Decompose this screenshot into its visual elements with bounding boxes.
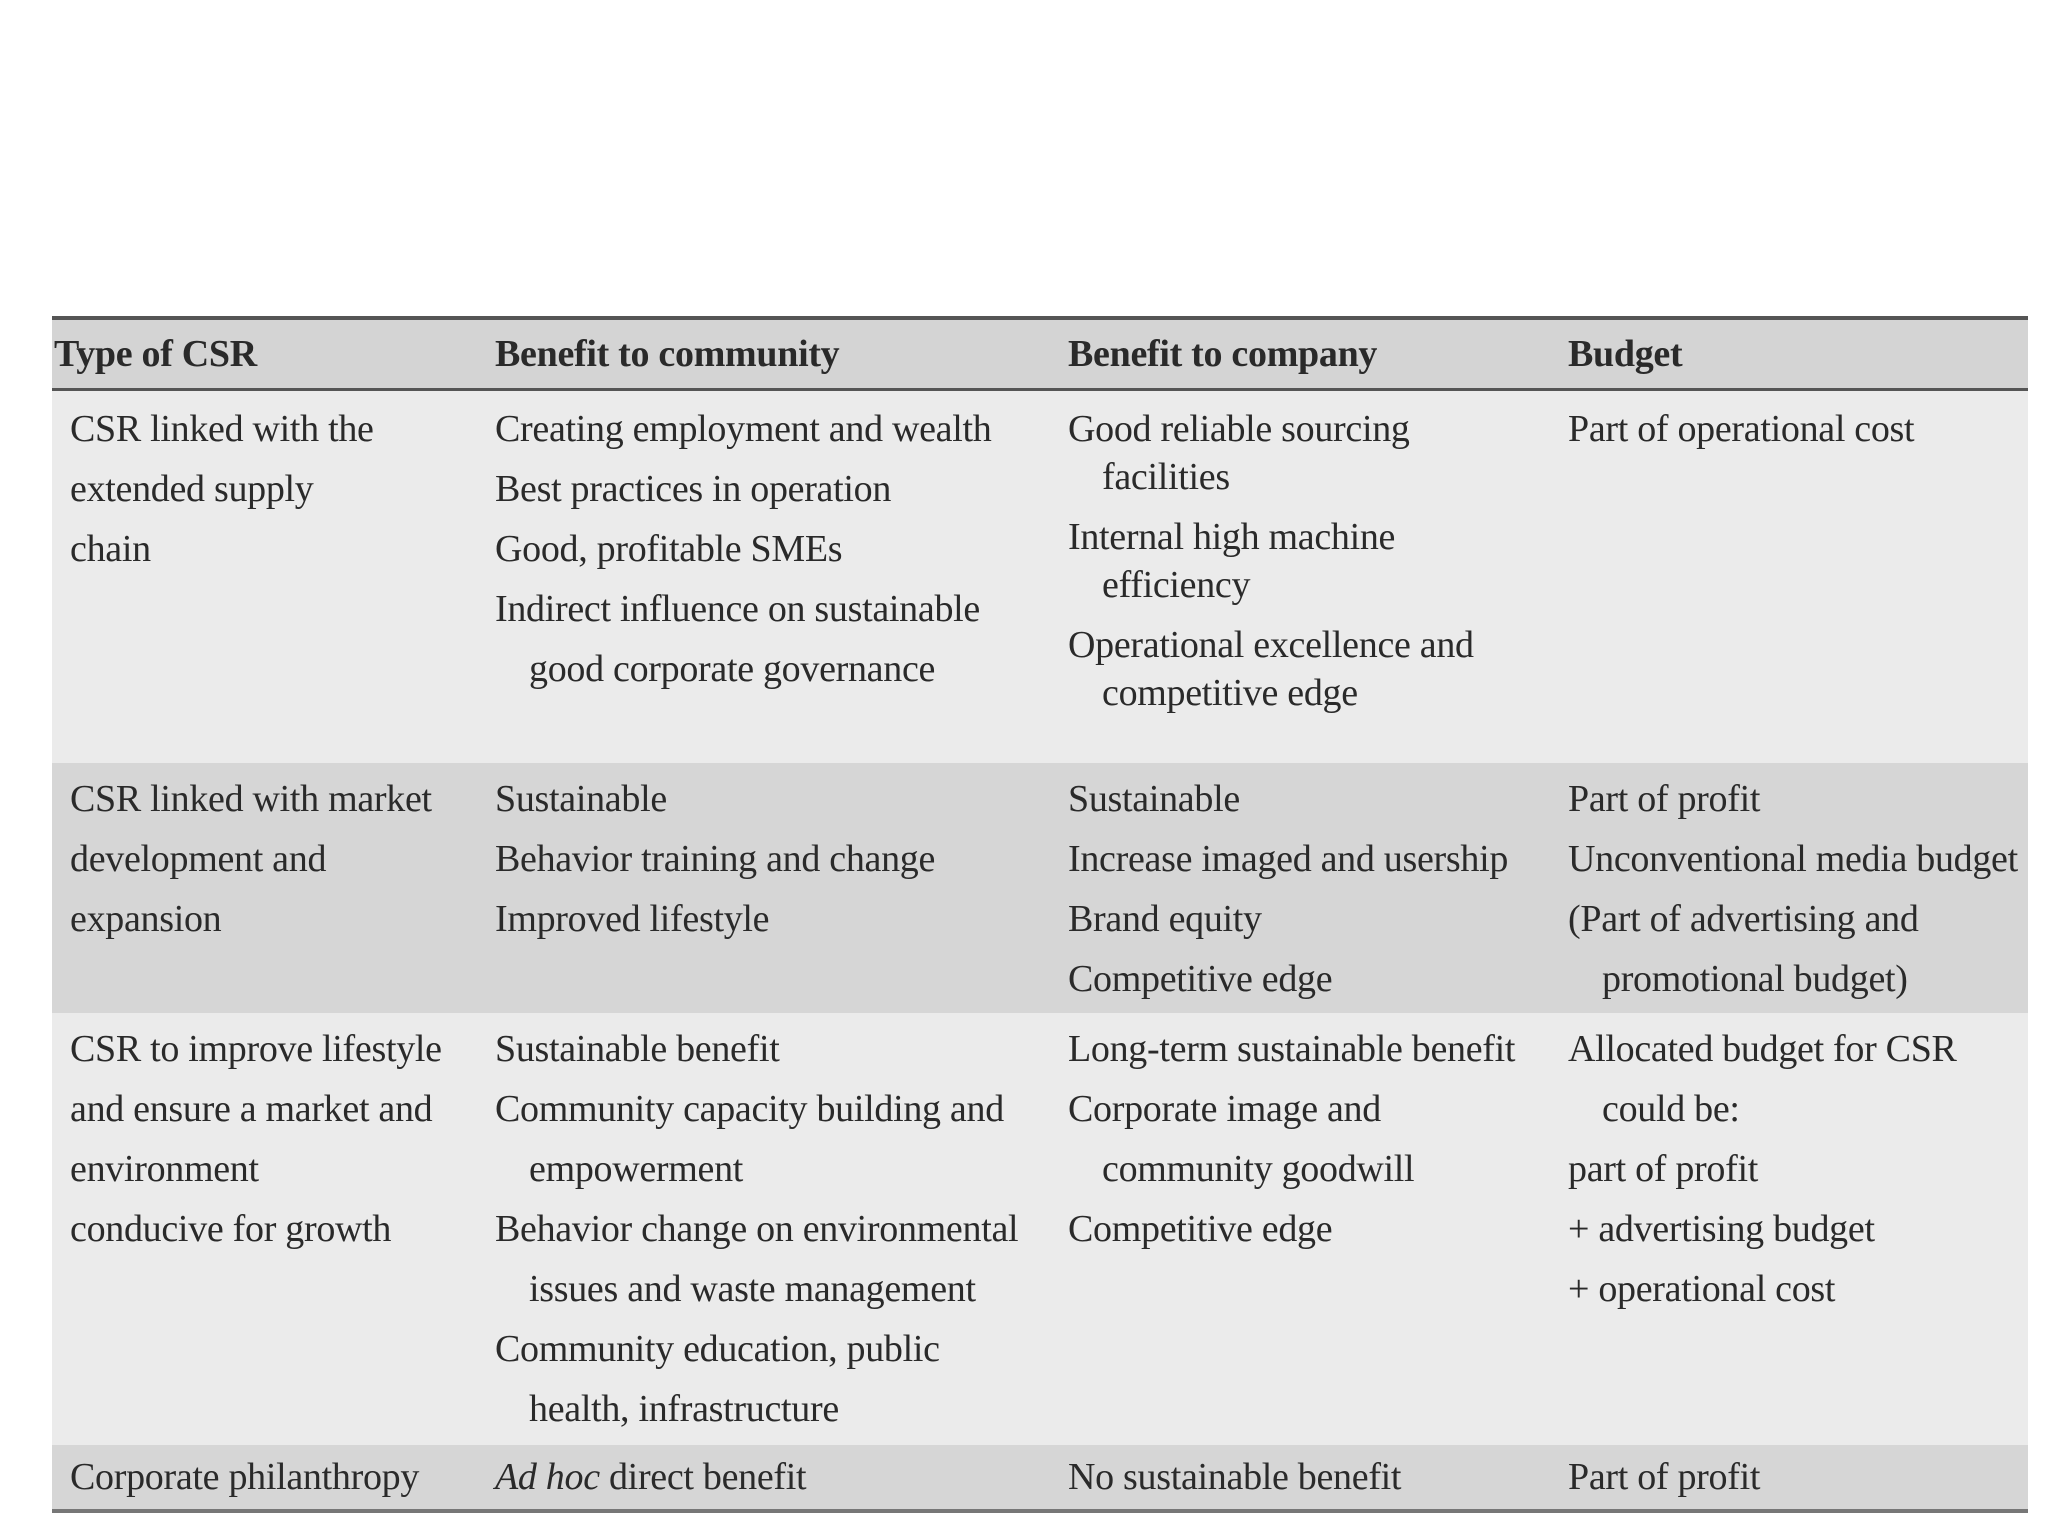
list-item xyxy=(1568,1447,2028,1507)
list-item xyxy=(495,1079,1068,1199)
list-item xyxy=(1068,615,1568,723)
item-text: Competitive edge xyxy=(1068,1208,1333,1250)
item-continuation: health, infrastructure xyxy=(529,1388,839,1430)
list-item xyxy=(1568,1199,2028,1259)
item-text: Behavior change on environmental xyxy=(495,1208,1019,1250)
list-item xyxy=(495,1019,1068,1079)
list-item xyxy=(1068,769,1568,829)
list-item xyxy=(1568,399,2028,459)
cell-line: CSR linked with market xyxy=(70,778,432,820)
list-item xyxy=(495,1199,1068,1319)
item-text-italic: Ad hoc xyxy=(495,1456,600,1498)
cell-benefit-to-company xyxy=(1068,1447,1568,1507)
item-text: part of profit xyxy=(1568,1148,1758,1190)
item-continuation: facilities xyxy=(1102,456,1230,498)
item-text: No sustainable benefit xyxy=(1068,1456,1402,1498)
item-text: Unconventional media budget xyxy=(1568,838,2018,880)
list-item xyxy=(1568,1019,2028,1139)
cell-line: expansion xyxy=(70,898,222,940)
item-text: Corporate image and xyxy=(1068,1088,1381,1130)
cell-benefit-to-community xyxy=(495,769,1068,949)
list-item xyxy=(495,579,1068,699)
list-item xyxy=(495,519,1068,579)
item-text: Indirect influence on sustainable xyxy=(495,588,980,630)
header-type-of-csr: Type of CSR xyxy=(54,333,257,375)
list-item xyxy=(495,889,1068,949)
cell-line: extended supply xyxy=(70,468,314,510)
item-text: + advertising budget xyxy=(1568,1208,1875,1250)
list-item xyxy=(1068,1447,1568,1507)
cell-type-of-csr xyxy=(52,1447,495,1507)
list-item xyxy=(1568,829,2028,889)
table-row xyxy=(52,1445,2028,1509)
list-item xyxy=(1068,1079,1568,1199)
cell-type-of-csr xyxy=(52,399,495,579)
item-text: Creating employment and wealth xyxy=(495,408,992,450)
item-text: Operational excellence and xyxy=(1068,624,1474,666)
list-item xyxy=(1568,1259,2028,1319)
list-item xyxy=(1068,1019,1568,1079)
cell-benefit-to-company xyxy=(1068,769,1568,1009)
table-row xyxy=(52,763,2028,1013)
item-continuation: empowerment xyxy=(529,1148,744,1190)
table-row xyxy=(52,1013,2028,1445)
item-text: + operational cost xyxy=(1568,1268,1836,1310)
list-item xyxy=(495,459,1068,519)
cell-benefit-to-community xyxy=(495,1447,1068,1507)
cell-line: environment xyxy=(70,1148,259,1190)
item-text: Good reliable sourcing xyxy=(1068,408,1410,450)
item-text: Behavior training and change xyxy=(495,838,936,880)
cell-line: development and xyxy=(70,838,327,880)
cell-benefit-to-company xyxy=(1068,1019,1568,1259)
item-continuation: issues and waste management xyxy=(529,1268,976,1310)
item-text: Part of profit xyxy=(1568,778,1761,820)
item-text: Internal high machine xyxy=(1068,516,1396,558)
item-continuation: community goodwill xyxy=(1102,1148,1415,1190)
item-text: Part of profit xyxy=(1568,1456,1761,1498)
cell-budget xyxy=(1568,1447,2028,1507)
cell-type-of-csr xyxy=(52,1019,495,1259)
header-benefit-to-company: Benefit to company xyxy=(1068,333,1378,375)
cell-line: and ensure a market and xyxy=(70,1088,433,1130)
item-text: Increase imaged and usership xyxy=(1068,838,1509,880)
list-item xyxy=(1068,889,1568,949)
list-item xyxy=(1568,889,2028,1009)
item-continuation: good corporate governance xyxy=(529,648,936,690)
list-item xyxy=(1568,1139,2028,1199)
cell-line: CSR linked with the xyxy=(70,408,374,450)
table-header-row xyxy=(52,320,2028,388)
list-item xyxy=(1068,829,1568,889)
item-text: direct benefit xyxy=(599,1456,807,1498)
item-text: Community education, public xyxy=(495,1328,940,1370)
item-text: Sustainable xyxy=(495,778,667,820)
cell-type-of-csr xyxy=(52,769,495,949)
table-bottom-rule xyxy=(52,1509,2028,1513)
cell-budget xyxy=(1568,399,2028,459)
item-continuation: could be: xyxy=(1602,1088,1740,1130)
item-text: (Part of advertising and xyxy=(1568,898,1919,940)
item-continuation: efficiency xyxy=(1102,564,1251,606)
cell-budget xyxy=(1568,1019,2028,1319)
csr-table xyxy=(52,316,2028,1513)
header-budget: Budget xyxy=(1568,333,1683,375)
item-text: Brand equity xyxy=(1068,898,1262,940)
item-text: Long-term sustainable benefit xyxy=(1068,1028,1516,1070)
list-item xyxy=(1568,769,2028,829)
cell-line: CSR to improve lifestyle xyxy=(70,1028,442,1070)
list-item xyxy=(495,399,1068,459)
item-text: Sustainable xyxy=(1068,778,1240,820)
cell-line: conducive for growth xyxy=(70,1208,392,1250)
list-item xyxy=(495,829,1068,889)
item-text: Good, profitable SMEs xyxy=(495,528,843,570)
list-item xyxy=(495,1447,1068,1507)
item-text: Sustainable benefit xyxy=(495,1028,780,1070)
item-text: Improved lifestyle xyxy=(495,898,770,940)
list-item xyxy=(495,1319,1068,1439)
item-continuation: promotional budget) xyxy=(1602,958,1908,1000)
cell-line: Corporate philanthropy xyxy=(70,1456,420,1498)
list-item xyxy=(495,769,1068,829)
item-text: Part of operational cost xyxy=(1568,408,1915,450)
list-item xyxy=(1068,507,1568,615)
cell-benefit-to-community xyxy=(495,399,1068,699)
header-benefit-to-community: Benefit to community xyxy=(495,333,840,375)
list-item xyxy=(1068,399,1568,507)
cell-budget xyxy=(1568,769,2028,1009)
cell-benefit-to-company xyxy=(1068,399,1568,723)
cell-line: chain xyxy=(70,528,151,570)
table-row xyxy=(52,391,2028,763)
item-text: Competitive edge xyxy=(1068,958,1333,1000)
item-text: Community capacity building and xyxy=(495,1088,1004,1130)
cell-benefit-to-community xyxy=(495,1019,1068,1439)
item-continuation: competitive edge xyxy=(1102,672,1358,714)
item-text: Allocated budget for CSR xyxy=(1568,1028,1957,1070)
item-text: Best practices in operation xyxy=(495,468,892,510)
list-item xyxy=(1068,949,1568,1009)
list-item xyxy=(1068,1199,1568,1259)
